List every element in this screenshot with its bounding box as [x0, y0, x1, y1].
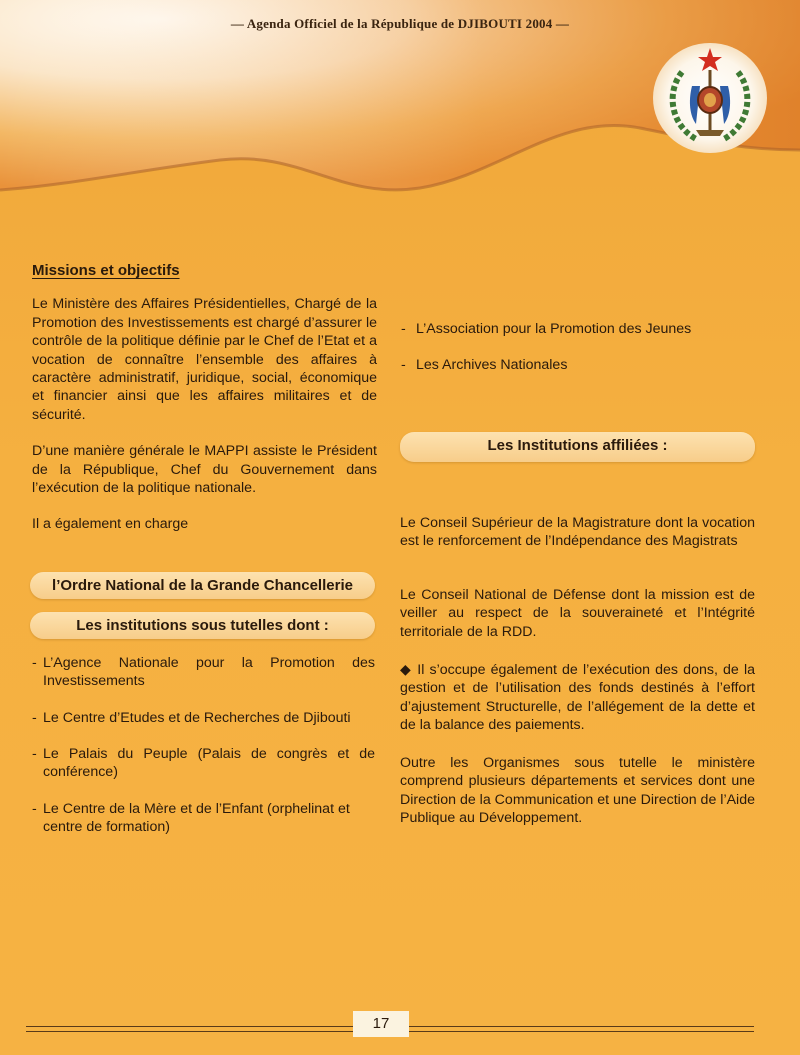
- list-item-text: Les Archives Nationales: [416, 357, 568, 373]
- list-item: [401, 320, 755, 338]
- djibouti-emblem-icon: [652, 42, 768, 154]
- dash-bullet: -: [32, 655, 37, 671]
- pill-grande-chancellerie: l’Ordre National de la Grande Chancellerie: [30, 572, 375, 599]
- right-paragraph-1-text: Le Conseil Supérieur de la Magistrature dont la vocation est le renforcement de l’Indépendance des Magistrats: [400, 515, 755, 550]
- right-paragraph-2-text: Le Conseil National de Défense dont la mission est de veiller au respect de la souveraineté et l’Intégrité territoriale de la RDD.: [400, 587, 755, 640]
- dash-bullet: -: [401, 321, 406, 337]
- right-paragraph-4: [400, 754, 755, 828]
- list-item: [32, 709, 375, 727]
- missions-paragraph-2: D’une manière générale le MAPPI assiste le Président de la République, Chef du Gouvernement dans l’exécution de la politique nationale.: [32, 443, 377, 497]
- missions-paragraph-3: Il a également en charge: [32, 516, 189, 533]
- dash-bullet: -: [32, 801, 37, 817]
- list-item: [32, 745, 375, 781]
- list-item-text: Le Palais du Peuple (Palais de congrès et de conférence): [43, 746, 375, 780]
- header-title: — Agenda Officiel de la République de DJIBOUTI 2004 —: [230, 16, 570, 31]
- list-item-text: L’Agence Nationale pour la Promotion des Investissements: [43, 655, 375, 689]
- list-item-text: Le Centre de la Mère et de l’Enfant (orphelinat et centre de formation): [43, 801, 350, 835]
- dash-bullet: -: [32, 746, 37, 762]
- right-paragraph-3: [400, 661, 755, 735]
- missions-heading: Missions et objectifs: [32, 262, 180, 279]
- right-paragraph-2: [400, 586, 755, 641]
- missions-paragraph-1: Le Ministère des Affaires Présidentielles, Chargé de la Promotion des Investissements est chargé d’assurer le contrôle de la politique définie par le Chef de l’Etat et a vocation de connaître l’ensemble des affaires à caractère administratif, juridique, social, économique et financier ainsi que les affaires militaires et de sécurité.: [32, 296, 377, 423]
- right-paragraph-1: [400, 514, 755, 551]
- pill-institutions-sous-tutelles: Les institutions sous tutelles dont :: [30, 612, 375, 639]
- pill-institutions-affiliees: Les Institutions affiliées :: [400, 432, 755, 462]
- left-column: [32, 262, 377, 534]
- right-paragraph-4-text: Outre les Organismes sous tutelle le ministère comprend plusieurs départements et services dont une Direction de la Communication et une Direction de l’Aide Publique au Développement.: [400, 755, 755, 827]
- list-item-text: L’Association pour la Promotion des Jeunes: [416, 321, 692, 337]
- right-paragraph-3-text: ◆ Il s’occupe également de l’exécution des dons, de la gestion et de l’utilisation des fonds destinés à l’effort d’ajustement Structurelle, de l’allégement de la dette et de la balance des paiements.: [400, 662, 755, 734]
- page-number: 17: [353, 1011, 409, 1037]
- list-item: [32, 654, 375, 690]
- dash-bullet: -: [401, 357, 406, 373]
- list-item-text: Le Centre d’Etudes et de Recherches de Djibouti: [43, 710, 351, 726]
- list-item: [32, 800, 375, 836]
- dash-bullet: -: [32, 710, 37, 726]
- list-item: [401, 356, 755, 374]
